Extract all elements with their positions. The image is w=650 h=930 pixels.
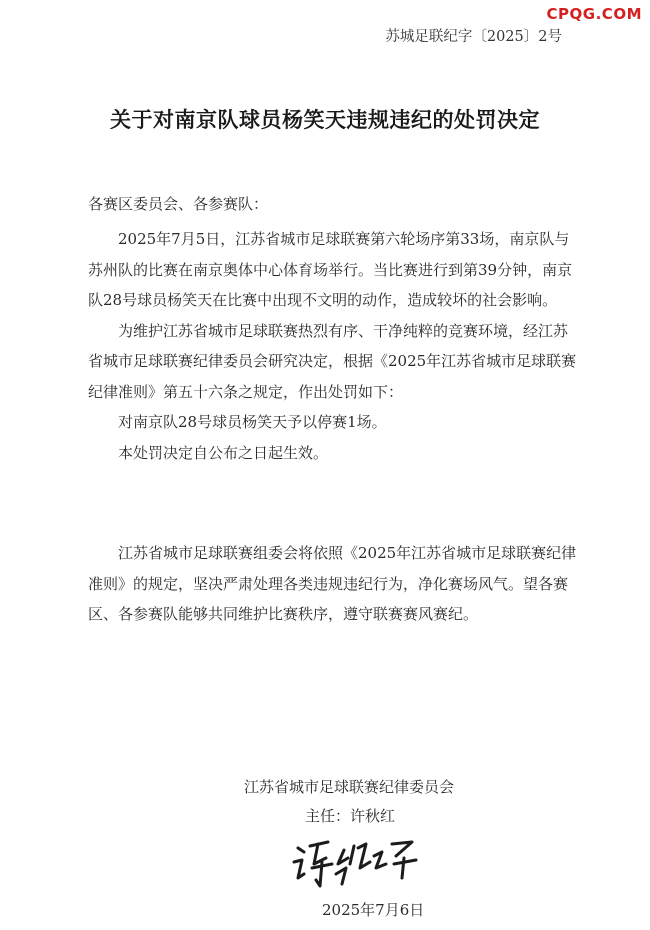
paragraph-basis: 为维护江苏省城市足球联赛热烈有序、干净纯粹的竞赛环境，经江苏省城市足球联赛纪律委员会研究决定，根据《2025年江苏省城市足球联赛纪律准则》第五十六条之规定，作出处罚如下： — [88, 321, 577, 401]
issue-date: 2025年7月6日 — [322, 901, 425, 919]
closing-section — [88, 538, 578, 630]
paragraph-incident: 2025年7月5日，江苏省城市足球联赛第六轮场序第33场，南京队与苏州队的比赛在南京奥体中心体育场举行。当比赛进行到第39分钟，南京队28号球员杨笑天在比赛中出现不文明的动作，造成较坏的社会影响。 — [88, 230, 573, 309]
body-section — [88, 224, 578, 468]
issuer-organization: 江苏省城市足球联赛纪律委员会 — [244, 778, 455, 796]
paragraph-penalty: 对南京队28号球员杨笑天予以停赛1场。 — [118, 413, 387, 431]
paragraph-effective: 本处罚决定自公布之日起生效。 — [118, 443, 329, 462]
watermark-logo-text: CPQG.COM — [546, 5, 642, 23]
director-line: 主任：许秋红 — [305, 807, 396, 825]
handwritten-signature — [288, 834, 438, 894]
document-number: 苏城足联纪字〔2025〕2号 — [385, 29, 562, 45]
document-title: 关于对南京队球员杨笑天违规违纪的处罚决定 — [110, 107, 540, 132]
addressee-line: 各赛区委员会、各参赛队： — [88, 195, 269, 213]
paragraph-closing: 江苏省城市足球联赛组委会将依照《2025年江苏省城市足球联赛纪律准则》的规定，坚决严肃处理各类违规违纪行为，净化赛场风气。望各赛区、各参赛队能够共同维护比赛秩序，遵守联赛赛风赛纪。 — [88, 544, 577, 623]
